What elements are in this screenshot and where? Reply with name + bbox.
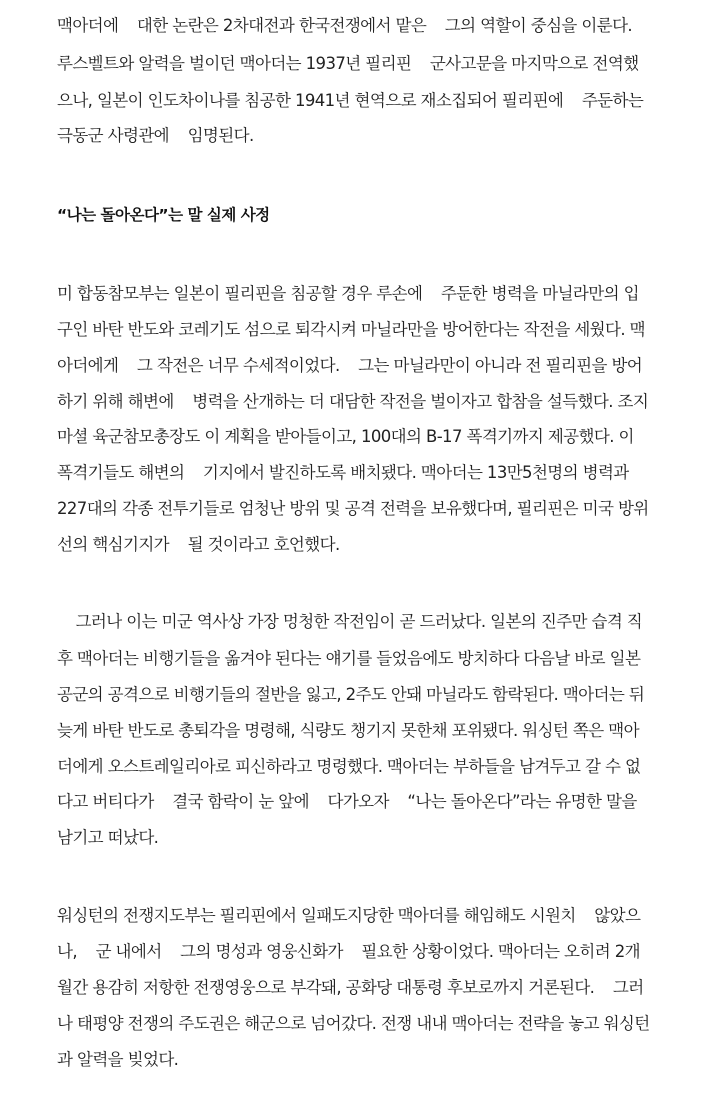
paragraph-1-line-2: 루스벨트와 알력을 벌이던 맥아더는 1937년 필리핀 군사고문을 마지막으로 전역했 bbox=[57, 54, 639, 73]
paragraph-3-line-7: 남기고 떠났다. bbox=[57, 828, 159, 847]
paragraph-2-line-3: 아더에게 그 작전은 너무 수세적이었다. 그는 마닐라만이 아니라 전 필리핀을 방어 bbox=[57, 356, 643, 375]
paragraph-2-line-4: 하기 위해 해변에 병력을 산개하는 더 대담한 작전을 벌이자고 합참을 설득했다. 조지 bbox=[57, 392, 649, 411]
paragraph-2-line-1: 미 합동참모부는 일본이 필리핀을 침공할 경우 루손에 주둔한 병력을 마닐라만의 입 bbox=[57, 284, 639, 303]
paragraph-4-line-2: 나, 군 내에서 그의 명성과 영웅신화가 필요한 상황이었다. 맥아더는 오히려 2개 bbox=[57, 942, 640, 961]
paragraph-4-line-1: 워싱턴의 전쟁지도부는 필리핀에서 일패도지당한 맥아더를 해임해도 시원치 않았으 bbox=[57, 906, 641, 925]
paragraph-3-line-2: 후 맥아더는 비행기들을 옮겨야 된다는 얘기를 들었음에도 방치하다 다음날 바로 일본 bbox=[57, 649, 641, 668]
paragraph-2-line-8: 선의 핵심기지가 될 것이라고 호언했다. bbox=[57, 535, 340, 554]
paragraph-2-line-2: 구인 바탄 반도와 코레기도 섬으로 퇴각시켜 마닐라만을 방어한다는 작전을 세웠다. 맥 bbox=[57, 320, 645, 339]
paragraph-2-line-6: 폭격기들도 해변의 기지에서 발진하도록 배치됐다. 맥아더는 13만5천명의 병력과 bbox=[57, 463, 629, 482]
paragraph-4-line-4: 나 태평양 전쟁의 주도권은 해군으로 넘어갔다. 전쟁 내내 맥아더는 전략을 놓고 워싱턴 bbox=[57, 1014, 650, 1033]
paragraph-1-line-3: 으나, 일본이 인도차이나를 침공한 1941년 현역으로 재소집되어 필리핀에 주둔하는 bbox=[57, 91, 644, 110]
paragraph-3-line-5: 더에게 오스트레일리아로 피신하라고 명령했다. 맥아더는 부하들을 남겨두고 갈 수 없 bbox=[57, 757, 641, 776]
paragraph-3-line-4: 늦게 바탄 반도로 총퇴각을 명령해, 식량도 챙기지 못한채 포위됐다. 워싱턴 쪽은 맥아 bbox=[57, 721, 639, 740]
paragraph-3-line-1: 그러나 이는 미군 역사상 가장 멍청한 작전임이 곧 드러났다. 일본의 진주만 습격 직 bbox=[57, 612, 643, 631]
section-heading: “나는 돌아온다”는 말 실제 사정 bbox=[57, 206, 270, 224]
paragraph-1-line-4: 극동군 사령관에 임명된다. bbox=[57, 126, 254, 145]
paragraph-2-line-7: 227대의 각종 전투기들로 엄청난 방위 및 공격 전력을 보유했다며, 필리핀은 미국 방위 bbox=[57, 499, 649, 518]
paragraph-4-line-5: 과 알력을 빚었다. bbox=[57, 1050, 179, 1069]
paragraph-1-line-1: 맥아더에 대한 논란은 2차대전과 한국전쟁에서 맡은 그의 역할이 중심을 이룬다. bbox=[57, 16, 633, 35]
paragraph-4-line-3: 월간 용감히 저항한 전쟁영웅으로 부각돼, 공화당 대통령 후보로까지 거론된다. 그러 bbox=[57, 978, 644, 997]
paragraph-3-line-3: 공군의 공격으로 비행기들의 절반을 잃고, 2주도 안돼 마닐라도 함락된다. 맥아더는 뒤 bbox=[57, 685, 645, 704]
paragraph-2-line-5: 마셜 육군참모총장도 이 계획을 받아들이고, 100대의 B-17 폭격기까지 제공했다. 이 bbox=[57, 427, 634, 446]
paragraph-3-line-6: 다고 버티다가 결국 함락이 눈 앞에 다가오자 “나는 돌아온다”라는 유명한 말을 bbox=[57, 792, 637, 811]
